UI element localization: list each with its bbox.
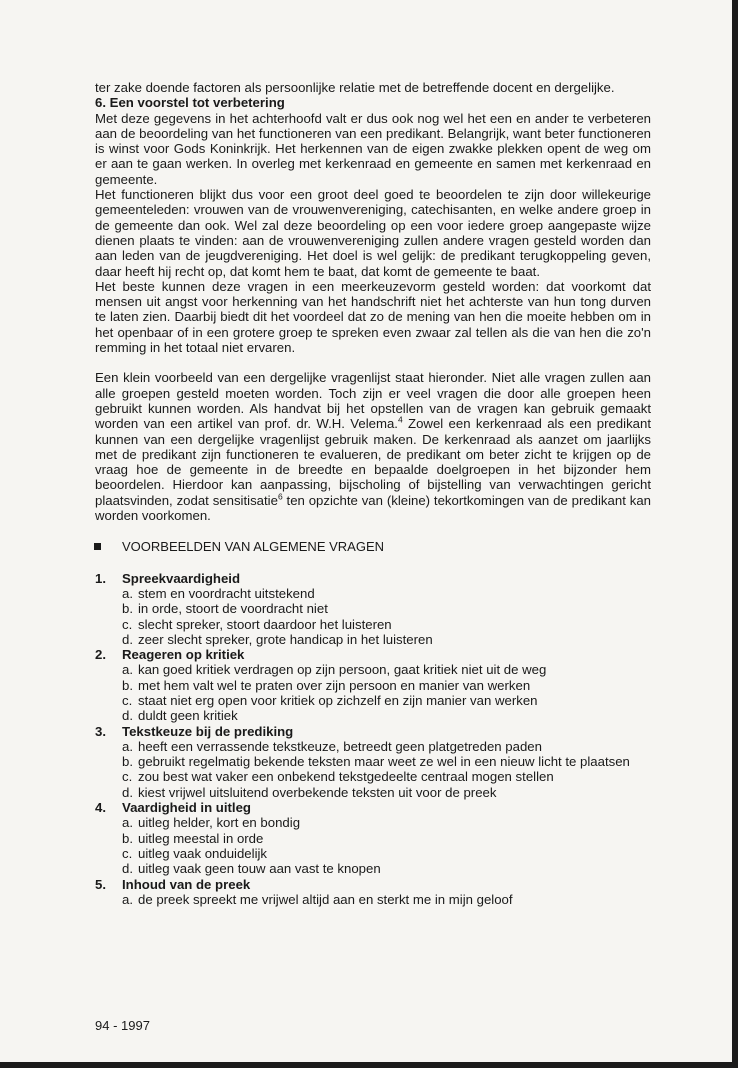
question-item <box>95 724 651 800</box>
answer-option <box>122 892 651 907</box>
paragraph-gap <box>95 355 651 370</box>
question-item <box>95 800 651 876</box>
paragraph: Het beste kunnen deze vragen in een meerkeuzevorm gesteld worden: dat voorkomt dat mensen uit angst voor herkenning van het handschrift niet het achterste van hun tong durven te laten zien. Daarbij biedt dit het voordeel dat zo de mening van hen die moeite hebben om in het openbaar of in een grotere groep te spreken even zwaar zal tellen als die van hen die zo'n remming in het totaal niet ervaren. <box>95 278 651 356</box>
answer-letter: c. <box>122 769 133 785</box>
answer-letter: b. <box>122 677 133 693</box>
answer-option <box>122 693 651 708</box>
question-title-text: Vaardigheid in uitleg <box>122 800 251 816</box>
answer-text: uitleg helder, kort en bondig <box>138 815 301 831</box>
question-title <box>95 877 651 892</box>
scan-edge-bottom <box>0 1062 738 1068</box>
answer-option <box>122 831 651 846</box>
answer-letter: a. <box>122 662 133 678</box>
answer-letter: a. <box>122 891 133 907</box>
paragraph-text: Zowel een kerkenraad als een predikant kunnen van een dergelijke vragenlijst gebruik maken. De kerkenraad als aanzet om jaarlijks met de predikant zijn functioneren te evalueren, de predikant om beter zicht te krijgen op de vraag hoe de gemeente in de breedte en bepaalde doelgroepen in het bijzonder hem beoordelen. Hierdoor kan aanpassing, bijscholing of bijstelling van verwachtingen gericht plaatsvinden, zodat sensitisatie <box>95 416 651 508</box>
answer-option <box>122 678 651 693</box>
answer-text: kan goed kritiek verdragen op zijn persoon, gaat kritiek niet uit de weg <box>138 662 547 678</box>
paragraph-text: ten opzichte van (kleine) tekortkomingen van de predikant kan worden voorkomen. <box>95 492 651 524</box>
answer-option <box>122 708 651 723</box>
question-item <box>95 647 651 723</box>
question-number: 4. <box>95 800 106 816</box>
question-title-text: Tekstkeuze bij de prediking <box>122 723 294 739</box>
answer-option <box>122 662 651 677</box>
answer-list <box>95 892 651 907</box>
answer-letter: a. <box>122 738 133 754</box>
question-number: 5. <box>95 876 106 892</box>
answer-letter: d. <box>122 784 133 800</box>
answer-text: uitleg vaak geen touw aan vast te knopen <box>138 861 381 877</box>
answer-list <box>95 739 651 800</box>
answer-text: zeer slecht spreker, grote handicap in het luisteren <box>138 631 433 647</box>
question-title <box>95 724 651 739</box>
answer-option <box>122 754 651 769</box>
answer-list <box>95 586 651 647</box>
answer-text: slecht spreker, stoort daardoor het luisteren <box>138 616 392 632</box>
answer-text: stem en voordracht uitstekend <box>138 585 315 601</box>
paragraph-with-footnotes <box>95 370 651 523</box>
square-bullet-icon <box>94 543 101 550</box>
question-title <box>95 647 651 662</box>
answer-letter: a. <box>122 585 133 601</box>
answer-text: staat niet erg open voor kritiek op zichzelf en zijn manier van werken <box>138 692 538 708</box>
question-item <box>95 571 651 647</box>
answer-text: gebruikt regelmatig bekende teksten maar weet ze wel in een nieuw licht te plaatsen <box>138 754 630 770</box>
page-footer: 94 - 1997 <box>95 1018 150 1033</box>
footnote-ref: 4 <box>397 414 403 425</box>
answer-option <box>122 846 651 861</box>
answer-option <box>122 601 651 616</box>
footnote-ref: 6 <box>277 491 283 502</box>
answer-option <box>122 739 651 754</box>
scan-edge-right <box>732 0 738 1068</box>
question-number: 3. <box>95 723 106 739</box>
question-list <box>95 571 651 908</box>
question-item <box>95 877 651 908</box>
question-title-text: Inhoud van de preek <box>122 876 251 892</box>
page-content <box>95 80 651 907</box>
answer-text: in orde, stoort de voordracht niet <box>138 601 328 617</box>
answer-option <box>122 617 651 632</box>
intro-paragraph: ter zake doende factoren als persoonlijke relatie met de betreffende docent en dergelijke. <box>95 80 615 95</box>
answer-letter: c. <box>122 692 133 708</box>
answer-letter: b. <box>122 830 133 846</box>
answer-text: duldt geen kritiek <box>138 708 238 724</box>
question-title-text: Spreekvaardigheid <box>122 570 241 586</box>
paragraph-text: Een klein voorbeeld van een dergelijke vragenlijst staat hieronder. Niet alle vragen zullen aan alle groepen gesteld moeten worden. Toch zijn er veel vragen die door alle groepen heen gebruikt kunnen worden. Als handvat bij het opstellen van de vragen kan gebruik gemaakt worden van een artikel van prof. dr. W.H. Velema. <box>95 370 651 432</box>
question-title-text: Reageren op kritiek <box>122 647 245 663</box>
answer-list <box>95 815 651 876</box>
answer-text: zou best wat vaker een onbekend tekstgedeelte centraal mogen stellen <box>138 769 554 785</box>
answer-option <box>122 785 651 800</box>
question-title <box>95 800 651 815</box>
paragraph: Met deze gegevens in het achterhoofd valt er dus ook nog wel het een en ander te verbeteren aan de beoordeling van het functioneren van een predikant. Belangrijk, want beter functioneren is winst voor Gods Koninkrijk. Het herkennen van de eigen zwakke plekken opent de weg om er aan te gaan werken. In overleg met kerkenraad en gemeente en samen met kerkenraad en gemeente. <box>95 110 651 187</box>
question-number: 2. <box>95 647 106 663</box>
question-number: 1. <box>95 570 106 586</box>
answer-option <box>122 632 651 647</box>
answer-text: de preek spreekt me vrijwel altijd aan en sterkt me in mijn geloof <box>138 891 513 907</box>
answer-option <box>122 861 651 876</box>
answer-list <box>95 662 651 723</box>
answer-letter: b. <box>122 754 133 770</box>
answer-letter: c. <box>122 845 133 861</box>
examples-heading <box>95 539 651 554</box>
answer-letter: a. <box>122 815 133 831</box>
answer-letter: d. <box>122 708 133 724</box>
answer-text: heeft een verrassende tekstkeuze, betreedt geen platgetreden paden <box>138 738 542 754</box>
question-title <box>95 571 651 586</box>
answer-text: met hem valt wel te praten over zijn persoon en manier van werken <box>138 677 531 693</box>
answer-text: uitleg vaak onduidelijk <box>138 845 268 861</box>
answer-option <box>122 815 651 830</box>
paragraph: Het functioneren blijkt dus voor een groot deel goed te beoordelen te zijn door willekeurige gemeenteleden: vrouwen van de vrouwenvereniging, catechisanten, en welke andere groep in de gemeente dan ook. Wel zal deze beoordeling op een voor iedere groep aangepaste wijze dienen plaats te vinden: aan de vrouwenvereniging zullen andere vragen gesteld worden dan aan leden van de jeugdvereniging. Het doel is wel gelijk: de predikant terugkoppeling geven, daar heeft hij recht op, dat komt hem te baat, dat komt de gemeente te baat. <box>95 187 651 279</box>
answer-option <box>122 769 651 784</box>
answer-letter: c. <box>122 616 133 632</box>
answer-letter: b. <box>122 601 133 617</box>
answer-letter: d. <box>122 861 133 877</box>
examples-heading-text: VOORBEELDEN VAN ALGEMENE VRAGEN <box>122 539 384 555</box>
answer-letter: d. <box>122 631 133 647</box>
section-heading: 6. Een voorstel tot verbetering <box>95 95 285 111</box>
answer-text: uitleg meestal in orde <box>138 830 264 846</box>
answer-option <box>122 586 651 601</box>
answer-text: kiest vrijwel uitsluitend overbekende teksten uit voor de preek <box>138 784 497 800</box>
